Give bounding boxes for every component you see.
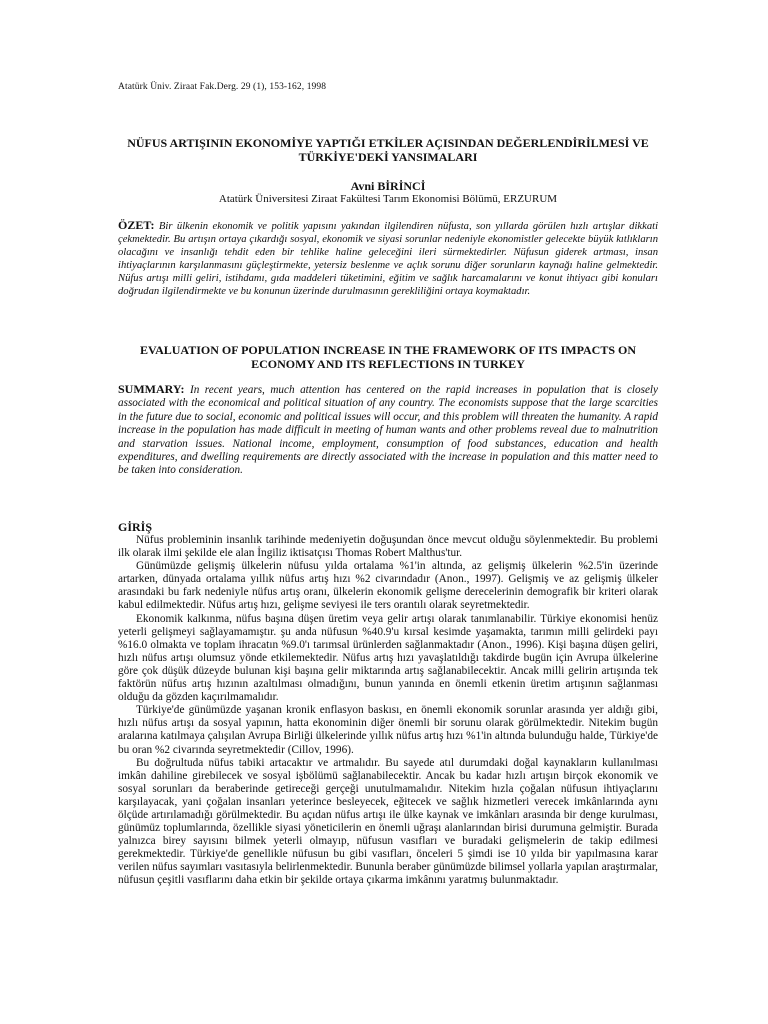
paragraph: Nüfus probleminin insanlık tarihinde medeniyetin doğuşundan önce mevcut olduğu söylenmektedir. Bu problemi ilk olarak ilmi şekilde ele alan İngiliz iktisatçısı Thomas Robert Malthus'tur. (118, 534, 658, 560)
paper-title-turkish: NÜFUS ARTIŞININ EKONOMİYE YAPTIĞI ETKİLER AÇISINDAN DEĞERLENDİRİLMESİ VE TÜRKİYE'DEKİ YANSIMALARI (127, 136, 649, 164)
author-affiliation: Atatürk Üniversitesi Ziraat Fakültesi Tarım Ekonomisi Bölümü, ERZURUM (218, 193, 558, 205)
abstract-turkish (118, 219, 658, 299)
journal-reference: Atatürk Üniv. Ziraat Fak.Derg. 29 (1), 153-162, 1998 (118, 82, 327, 92)
paragraph: Günümüzde gelişmiş ülkelerin nüfusu yılda ortalama %1'in altında, az gelişmiş ülkelerin %2.5'in üzerinde artarken, dünyada ortalama yıllık nüfus artış hızı %2 civarındadır (Anon., 1997). Gelişmiş ve az gelişmiş ülkeler arasındaki bu fark nedeniyle nüfus artış oranı, ülkelerin ekonomik gelişme derecelerinin demografik bir kriteri olarak kabul edilmektedir. Nüfus artış hızı, gelişme seviyesi ile ters orantılı olarak seyretmektedir. (118, 560, 658, 612)
introduction-body (118, 534, 658, 888)
section-heading-introduction: GİRİŞ (118, 520, 153, 534)
abstract-turkish-text: Bir ülkenin ekonomik ve politik yapısını yakından ilgilendiren nüfusta, son yıllarda görülen hızlı artışlar dikkati çekmektedir. Bu artışın ortaya çıkardığı sosyal, ekonomik ve siyasi sorunlar nedeniyle ekonomistler gelecekte büyük kıtlıkların olacağını ve insanlığı tehdit eden bir tehlike haline geleceğini ileri sürmektedirler. Nüfusun giderek artması, insan ihtiyaçlarının karşılanmasını güçleştirmekte, yetersiz beslenme ve açlık sorunu diğer sorunların kaynağı haline gelmektedir. Nüfus artışı milli geliri, istihdamı, gıda maddeleri tüketimini, eğitim ve sağlık harcamalarını ve konut ihtiyacı gibi konuları doğrudan ilgilendirmekte ve bu konunun üzerinde durulmasının gerekliliğini ortaya koymaktadır. (118, 221, 659, 298)
abstract-turkish-label: ÖZET: (118, 218, 155, 232)
paragraph: Türkiye'de günümüzde yaşanan kronik enflasyon baskısı, en önemli ekonomik sorunlar arasında yer aldığı gibi, hızlı nüfus artışı da sosyal yapının, hatta ekonominin diğer önemli bir sorunu olarak görülmektedir. Nitekim bugün aralarına katılmaya çalışılan Avrupa Birliği ülkelerinde yıllık nüfus artış hızı %1'in altında bulunduğu halde, Türkiye'de bu oran %2 civarında seyretmektedir (Cillov, 1996). (118, 704, 658, 756)
abstract-english-label: SUMMARY: (118, 382, 185, 396)
author-name: Avni BİRİNCİ (350, 179, 426, 193)
abstract-english-text: In recent years, much attention has centered on the rapid increases in population that is closely associated with the economical and political situation of any country. The economists suppose that the large scarcities in the future due to social, economic and political issues will occur, and this problem will threaten the humanity. A rapid increase in the population has made difficult in meeting of human wants and other problems reveal due to malnutrition and starvation issues. National income, employment, consumption of food substances, education and health expenditures, and dwelling requirements are directly associated with the increase in population and this matter need to be taken into consideration. (118, 384, 658, 477)
paragraph: Bu doğrultuda nüfus tabiki artacaktır ve artmalıdır. Bu sayede atıl durumdaki doğal kaynakların kullanılması imkân dahiline girebilecek ve sosyal işbölümü sağlanabilecektir. Ancak bu kadar hızlı artışın birçok ekonomik ve sosyal sorunları da beraberinde getireceği gerçeği unutulmamalıdır. Nitekim hızla çoğalan nüfusun ihtiyaçlarını karşılayacak, yani çoğalan insanları yeterince besleyecek, eğitecek ve sağlık hizmetleri verecek imkânlarında aynı ölçüde artırılamadığı görülmektedir. Bu açıdan nüfus artışı ile ülke kaynak ve imkânları arasında bir denge kurulması, günümüz toplumlarında, özellikle siyasi yöneticilerin en önemli uğraşı alanlarından birisi durumuna gelmiştir. Burada yalnızca birey sayısını bilmek yeterli olmayıp, nüfusun vasıfları ve buradaki gelişmelerin de takip edilmesi gerekmektedir. Türkiye'de genellikle nüfusun bu gibi vasıfları, önceleri 5 şimdi ise 10 yılda bir yapılmasına karar verilen nüfus sayımları vasıtasıyla belirlenmektedir. Bununla beraber günümüzde bilimsel yollarla yapılan araştırmalar, nüfusun çeşitli vasıflarını daha etkin bir şekilde ortaya çıkarma imkânını yaratmış bulunmaktadır. (118, 756, 658, 887)
abstract-english (118, 383, 658, 478)
paper-title-english: EVALUATION OF POPULATION INCREASE IN THE FRAMEWORK OF ITS IMPACTS ON ECONOMY AND ITS REFLECTIONS IN TURKEY (139, 343, 637, 371)
paragraph: Ekonomik kalkınma, nüfus başına düşen üretim veya gelir artışı olarak tanımlanabilir. Türkiye ekonomisi henüz yeterli gelişmeyi sağlayamamıştır. şu anda nüfusun %40.9'u kırsal kesimde yaşamakta, tarımın milli gelirdeki payı %16.0 olmakta ve toplam ihracatın %9.0'ı tarımsal ürünlerden sağlanmaktadır (Anon., 1996). Kişi başına düşen geliri, hızlı nüfus artışı olumsuz yönde etkilemektedir. Nüfus artış hızı yavaşlatıldığı takdirde bugün için Avrupa ülkelerine göre çok düşük düzeyde bulunan kişi başına gelir miktarında artış sağlanabilecektir. Ancak milli gelirin artışında tek faktörün nüfus artış hızının azaltılması olmadığını, bunun yanında en önemli etkenin üretim artışının sağlanması olduğu da gözden kaçırılmamalıdır. (118, 612, 658, 704)
